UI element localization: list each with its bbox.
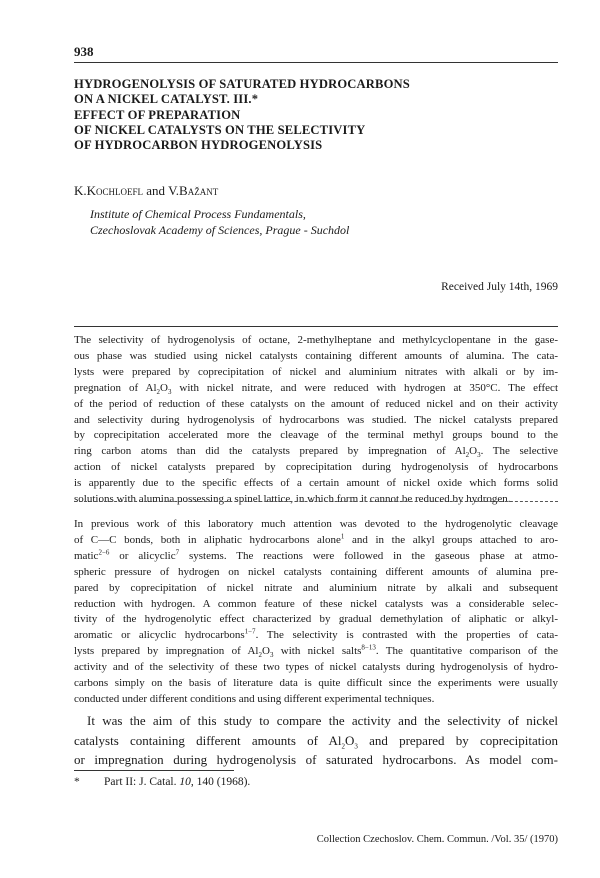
abstract	[74, 333, 558, 508]
abstract-line: action of nickel catalysts prepared by coprecipitation during hydrogenolysis of hydrocarbons	[74, 461, 558, 474]
text-run: ring carbon atoms than did the catalysts prepared by impregnation of Al	[74, 445, 466, 458]
footnote-volume: 10	[179, 776, 191, 788]
title-line: ON A NICKEL CATALYST. III.*	[74, 92, 259, 107]
body-line	[74, 533, 558, 549]
abstract-bottom-rule	[74, 501, 558, 502]
author-line	[74, 183, 218, 199]
body-line	[74, 549, 558, 565]
text-run: . The quantitative comparison of the	[375, 645, 558, 658]
text-run: . The selective	[480, 445, 558, 458]
subscript: 2	[258, 651, 262, 660]
affiliation-line: Institute of Chemical Process Fundamentals,	[90, 207, 306, 221]
footnote	[74, 776, 250, 788]
footnote-text: Part II: J. Catal.	[104, 776, 180, 788]
affiliation-line: Czechoslovak Academy of Sciences, Prague - Suchdol	[90, 223, 350, 237]
body-paragraph-small	[74, 517, 558, 708]
author-and: and	[146, 183, 166, 198]
author-initial: V.	[168, 183, 180, 198]
subtitle-line: OF HYDROCARBON HYDROGENOLYSIS	[74, 138, 323, 153]
subscript: 3	[269, 651, 274, 660]
abstract-line: is apparently due to the specific effects of a certain amount of nickel oxide which forms solid	[74, 477, 558, 490]
body-line: It was the aim of this study to compare the activity and the selectivity of nickel	[87, 713, 558, 728]
text-run: with nickel nitrate, and were reduced with hydrogen at 350°C. The effect	[171, 381, 558, 394]
author-name: Bažant	[179, 183, 219, 198]
text-run: lysts prepared by impregnation of Al	[74, 645, 259, 658]
text-run: O	[160, 381, 168, 394]
text-run: O	[344, 732, 355, 748]
body-line	[74, 628, 558, 644]
text-run: catalysts containing different amounts of Al	[74, 732, 342, 748]
text-run: pregnation of Al	[74, 381, 157, 394]
abstract-line: The selectivity of hydrogenolysis of octane, 2-methylheptane and methylcyclopentane in the gase-	[74, 334, 558, 346]
text-run: . The selectivity is contrasted with the properties of cata-	[255, 629, 558, 642]
reference-superscript: 7	[175, 548, 180, 557]
subscript: 3	[167, 387, 172, 396]
abstract-line: lysts were prepared by coprecipitation of nickel and aluminium nitrates with alkali or by im-	[74, 365, 558, 378]
subscript: 3	[354, 742, 358, 751]
body-line: reduction with hydrogen. A common feature of these nickel catalysts was a considerable selec-	[74, 597, 558, 610]
footnote-rule	[74, 770, 234, 771]
body-line: carbons simply on the basis of literature data is quite difficult since the experiments were usually	[74, 677, 558, 690]
body-line: pared by coprecipitation of nickel nitrate and aluminium nitrate by alkali and subsequent	[74, 581, 558, 594]
reference-superscript: 8−13	[361, 643, 376, 652]
abstract-top-rule	[74, 326, 558, 327]
reference-superscript: 1−7	[244, 627, 256, 636]
subtitle-line: EFFECT OF PREPARATION	[74, 107, 241, 122]
abstract-line	[74, 381, 558, 397]
affiliation	[90, 206, 349, 238]
subtitle-line: OF NICKEL CATALYSTS ON THE SELECTIVITY	[74, 122, 366, 137]
footnote-text: , 140 (1968).	[190, 776, 251, 788]
text-run: aromatic or alicyclic hydrocarbons	[74, 629, 245, 642]
journal-footer: Collection Czechoslov. Chem. Commun. /Vol. 35/ (1970)	[316, 834, 558, 845]
body-line: or impregnation during hydrogenolysis of saturated hydrocarbons. As model com-	[74, 752, 558, 767]
text-run: with nickel salts	[273, 645, 362, 658]
abstract-line: by coprecipitation accelerated more the cleavage of the terminal methyl groups bound to the	[74, 429, 558, 442]
subscript: 3	[477, 451, 481, 460]
reference-superscript: 2−6	[98, 548, 110, 557]
body-line: In previous work of this laboratory much attention was devoted to the hydrogenolytic cleavage	[74, 518, 558, 530]
text-run: matic	[74, 549, 99, 562]
subscript: 2	[341, 742, 345, 751]
title-line: HYDROGENOLYSIS OF SATURATED HYDROCARBONS	[74, 77, 410, 91]
body-line: tivity of the hydrogenolytic effect characterized by gradual demethylation of aliphatic or alkyl-	[74, 613, 558, 626]
abstract-line: of the period of reduction of these catalysts on the amount of reduced nickel and on their activity	[74, 397, 558, 410]
body-paragraph-large	[74, 711, 558, 770]
header-rule	[74, 62, 558, 63]
text-run: and prepared by coprecipitation	[357, 732, 558, 748]
received-date: Received July 14th, 1969	[441, 281, 558, 293]
body-line: activity and of the selectivity of these two types of nickel catalysts during hydrogenolysis of hydro-	[74, 661, 558, 674]
body-line: spheric pressure of hydrogen on nickel catalysts containing different amounts of alumina pre-	[74, 565, 558, 578]
subscript: 2	[156, 387, 161, 396]
article-title	[74, 77, 558, 153]
author-name: Kochloefl	[86, 183, 144, 198]
reference-superscript: 1	[340, 532, 345, 541]
footnote-mark: *	[74, 776, 80, 788]
body-line: conducted under different conditions and using different experimental techniques.	[74, 692, 435, 705]
text-run: of C—C bonds, both in aliphatic hydrocarbons alone	[74, 533, 341, 546]
body-line	[74, 644, 558, 660]
abstract-line: solutions with alumina possessing a spinel lattice, in which form it cannot be reduced by hydrogen.	[74, 493, 511, 506]
page-number: 938	[74, 44, 94, 59]
abstract-line	[74, 444, 558, 460]
text-run: or alicyclic	[109, 549, 176, 562]
body-line	[74, 731, 558, 751]
author-initial: K.	[74, 183, 87, 198]
text-run: O	[469, 445, 478, 458]
abstract-line: ous phase was studied using nickel catalysts containing different amounts of alumina. The cata-	[74, 349, 558, 362]
text-run: and in the alkyl groups attached to aro-	[344, 533, 558, 546]
abstract-line: and selectivity during hydrogenolysis of hydrocarbons was studied. The nickel catalysts prepared	[74, 413, 558, 426]
text-run: O	[261, 645, 270, 658]
text-run: systems. The reactions were followed in the gaseous phase at atmo-	[179, 549, 558, 562]
subscript: 2	[465, 451, 470, 460]
